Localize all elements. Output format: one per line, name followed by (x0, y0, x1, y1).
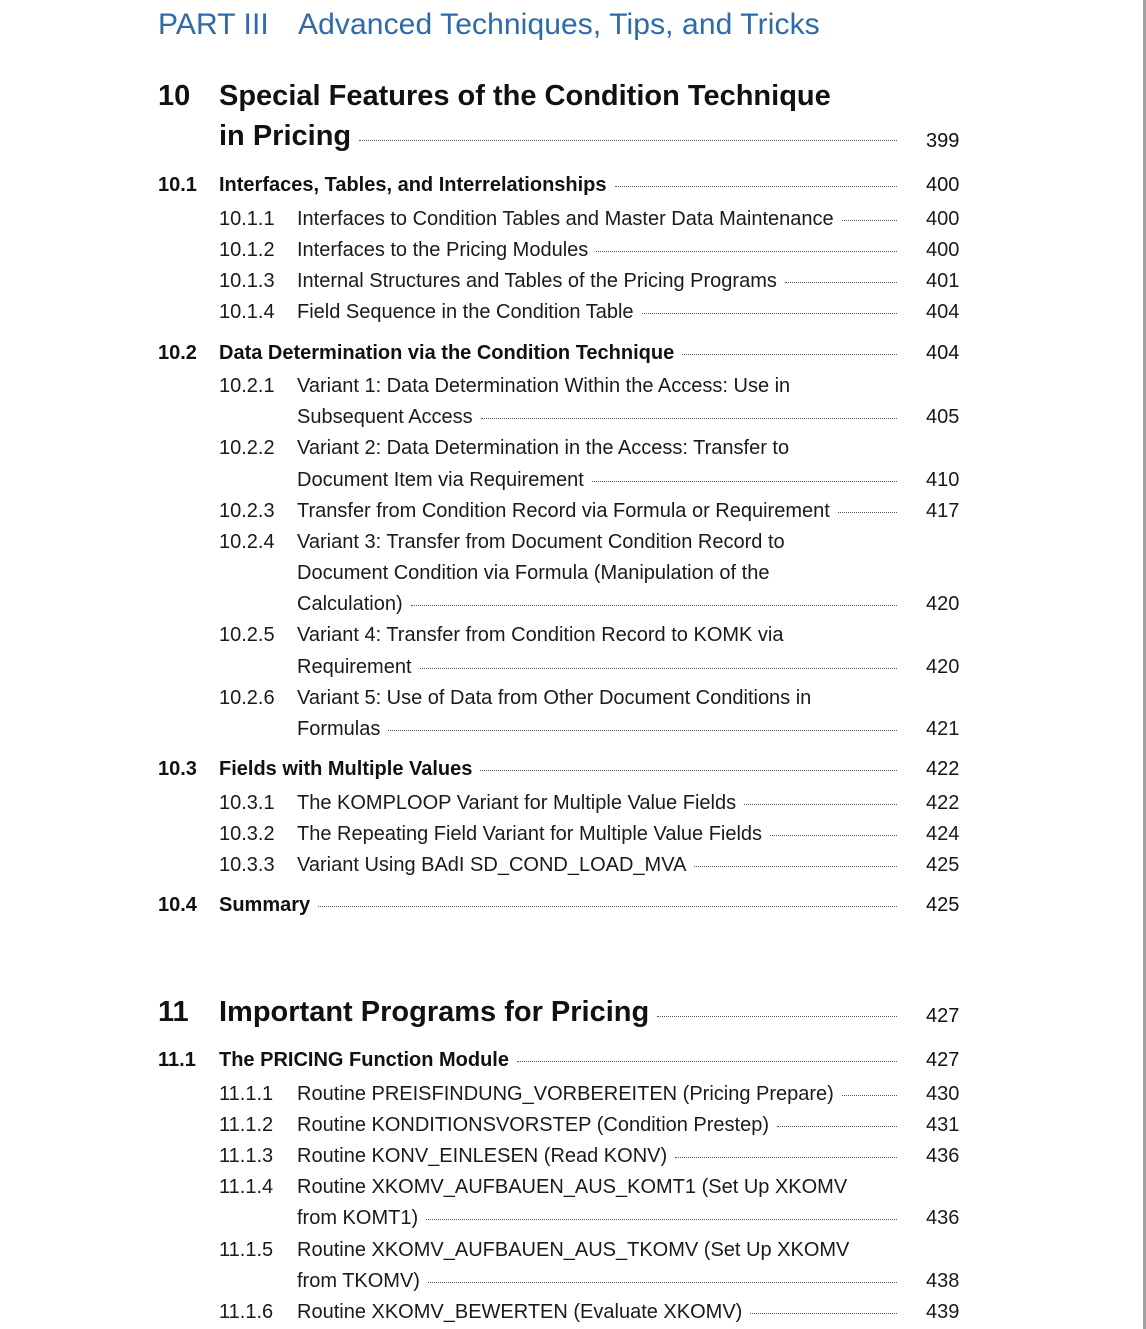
page-number: 400 (926, 239, 960, 261)
section-number: 11.1 (158, 1049, 196, 1071)
dot-leader (420, 667, 897, 669)
dot-leader (428, 1281, 897, 1283)
page-number: 404 (926, 301, 960, 323)
subsection-number: 10.1.3 (219, 270, 275, 292)
section-title: Fields with Multiple Values (219, 758, 473, 780)
subsection-title-line-3: Calculation) (297, 593, 403, 615)
dot-leader (359, 139, 897, 141)
page-number: 404 (926, 342, 960, 364)
dot-leader (838, 511, 897, 513)
subsection-number: 10.3.2 (219, 823, 275, 845)
page-number: 405 (926, 406, 960, 428)
subsection-title: Field Sequence in the Condition Table (297, 301, 634, 323)
dot-leader (517, 1060, 897, 1062)
part-title: Advanced Techniques, Tips, and Tricks (298, 8, 820, 41)
dot-leader (657, 1015, 897, 1017)
dot-leader (675, 1156, 897, 1158)
subsection-title: The Repeating Field Variant for Multiple Value Fields (297, 823, 763, 845)
subsection-title-line-2: Requirement (297, 656, 412, 678)
subsection-title: Routine KONDITIONSVORSTEP (Condition Prestep) (297, 1114, 770, 1136)
dot-leader (592, 480, 897, 482)
subsection-number: 10.2.2 (219, 437, 275, 459)
dot-leader (694, 865, 897, 867)
page-number: 420 (926, 593, 960, 615)
subsection-title-line-1: Variant 4: Transfer from Condition Record to KOMK via (297, 624, 784, 646)
dot-leader (770, 834, 897, 836)
dot-leader (842, 1094, 897, 1096)
page-number: 427 (926, 1005, 960, 1027)
page-number: 427 (926, 1049, 960, 1071)
dot-leader (750, 1312, 897, 1314)
dot-leader (426, 1218, 897, 1220)
page-number: 400 (926, 174, 960, 196)
subsection-title-line-1: Variant 2: Data Determination in the Access: Transfer to (297, 437, 790, 459)
dot-leader (842, 219, 897, 221)
subsection-number: 10.1.4 (219, 301, 275, 323)
subsection-title: Routine KONV_EINLESEN (Read KONV) (297, 1145, 668, 1167)
page-number: 439 (926, 1301, 960, 1323)
subsection-title-line-2: Document Condition via Formula (Manipulation of the (297, 562, 770, 584)
subsection-title-line-2: Subsequent Access (297, 406, 473, 428)
page-number: 431 (926, 1114, 960, 1136)
section-number: 10.2 (158, 342, 197, 364)
chapter-title: Important Programs for Pricing (219, 996, 650, 1028)
dot-leader (744, 803, 897, 805)
part-label: PART III (158, 8, 269, 41)
section-title: Data Determination via the Condition Technique (219, 342, 675, 364)
subsection-title: Transfer from Condition Record via Formula or Requirement (297, 500, 830, 522)
page-number: 420 (926, 656, 960, 678)
page-number: 422 (926, 758, 960, 780)
subsection-number: 10.3.3 (219, 854, 275, 876)
subsection-number: 11.1.1 (219, 1083, 274, 1105)
page-number: 401 (926, 270, 960, 292)
subsection-title: Routine PREISFINDUNG_VORBEREITEN (Pricing Prepare) (297, 1083, 834, 1105)
page-number: 422 (926, 792, 960, 814)
page-number: 410 (926, 469, 960, 491)
subsection-number: 10.1.1 (219, 208, 275, 230)
chapter-title-line-2: in Pricing (219, 120, 352, 152)
dot-leader (481, 417, 897, 419)
subsection-number: 11.1.6 (219, 1301, 274, 1323)
part-header (158, 8, 820, 42)
subsection-title: Internal Structures and Tables of the Pricing Programs (297, 270, 777, 292)
page-number: 399 (926, 130, 960, 152)
page-number: 425 (926, 854, 960, 876)
page-number: 436 (926, 1145, 960, 1167)
subsection-number: 10.2.1 (219, 375, 275, 397)
subsection-title-line-1: Variant 5: Use of Data from Other Document Conditions in (297, 687, 812, 709)
subsection-title: Interfaces to Condition Tables and Master Data Maintenance (297, 208, 834, 230)
page-number: 400 (926, 208, 960, 230)
dot-leader (785, 281, 897, 283)
dot-leader (411, 604, 897, 606)
section-number: 10.1 (158, 174, 197, 196)
dot-leader (318, 905, 897, 907)
dot-leader (480, 769, 897, 771)
page-number: 430 (926, 1083, 960, 1105)
subsection-title: The KOMPLOOP Variant for Multiple Value Fields (297, 792, 737, 814)
subsection-title-line-2: Formulas (297, 718, 381, 740)
subsection-number: 10.3.1 (219, 792, 275, 814)
page-number: 421 (926, 718, 960, 740)
page-number: 417 (926, 500, 960, 522)
dot-leader (642, 312, 897, 314)
subsection-number: 11.1.5 (219, 1239, 274, 1261)
subsection-number: 10.2.3 (219, 500, 275, 522)
dot-leader (777, 1125, 897, 1127)
page-number: 425 (926, 894, 960, 916)
subsection-title-line-2: from TKOMV) (297, 1270, 420, 1292)
subsection-number: 10.2.6 (219, 687, 275, 709)
subsection-title: Interfaces to the Pricing Modules (297, 239, 589, 261)
subsection-title-line-2: Document Item via Requirement (297, 469, 584, 491)
chapter-title-line-1: Special Features of the Condition Technique (219, 80, 831, 112)
dot-leader (388, 729, 897, 731)
subsection-title: Routine XKOMV_BEWERTEN (Evaluate XKOMV) (297, 1301, 743, 1323)
dot-leader (596, 250, 897, 252)
dot-leader (682, 353, 897, 355)
subsection-title-line-1: Variant 1: Data Determination Within the Access: Use in (297, 375, 791, 397)
section-number: 10.3 (158, 758, 197, 780)
page-number: 424 (926, 823, 960, 845)
section-title: Summary (219, 894, 311, 916)
page-number: 436 (926, 1207, 960, 1229)
subsection-title-line-1: Routine XKOMV_AUFBAUEN_AUS_TKOMV (Set Up XKOMV (297, 1239, 850, 1261)
subsection-number: 10.2.4 (219, 531, 275, 553)
subsection-number: 10.1.2 (219, 239, 275, 261)
section-number: 10.4 (158, 894, 197, 916)
dot-leader (615, 185, 897, 187)
subsection-number: 10.2.5 (219, 624, 275, 646)
subsection-title: Variant Using BAdI SD_COND_LOAD_MVA (297, 854, 687, 876)
subsection-number: 11.1.3 (219, 1145, 274, 1167)
chapter-number: 10 (158, 80, 191, 112)
subsection-title-line-1: Routine XKOMV_AUFBAUEN_AUS_KOMT1 (Set Up XKOMV (297, 1176, 848, 1198)
subsection-title-line-2: from KOMT1) (297, 1207, 419, 1229)
subsection-number: 11.1.4 (219, 1176, 274, 1198)
subsection-number: 11.1.2 (219, 1114, 274, 1136)
subsection-title-line-1: Variant 3: Transfer from Document Condition Record to (297, 531, 785, 553)
section-title: The PRICING Function Module (219, 1049, 509, 1071)
page-number: 438 (926, 1270, 960, 1292)
chapter-number: 11 (158, 996, 189, 1028)
section-title: Interfaces, Tables, and Interrelationships (219, 174, 607, 196)
